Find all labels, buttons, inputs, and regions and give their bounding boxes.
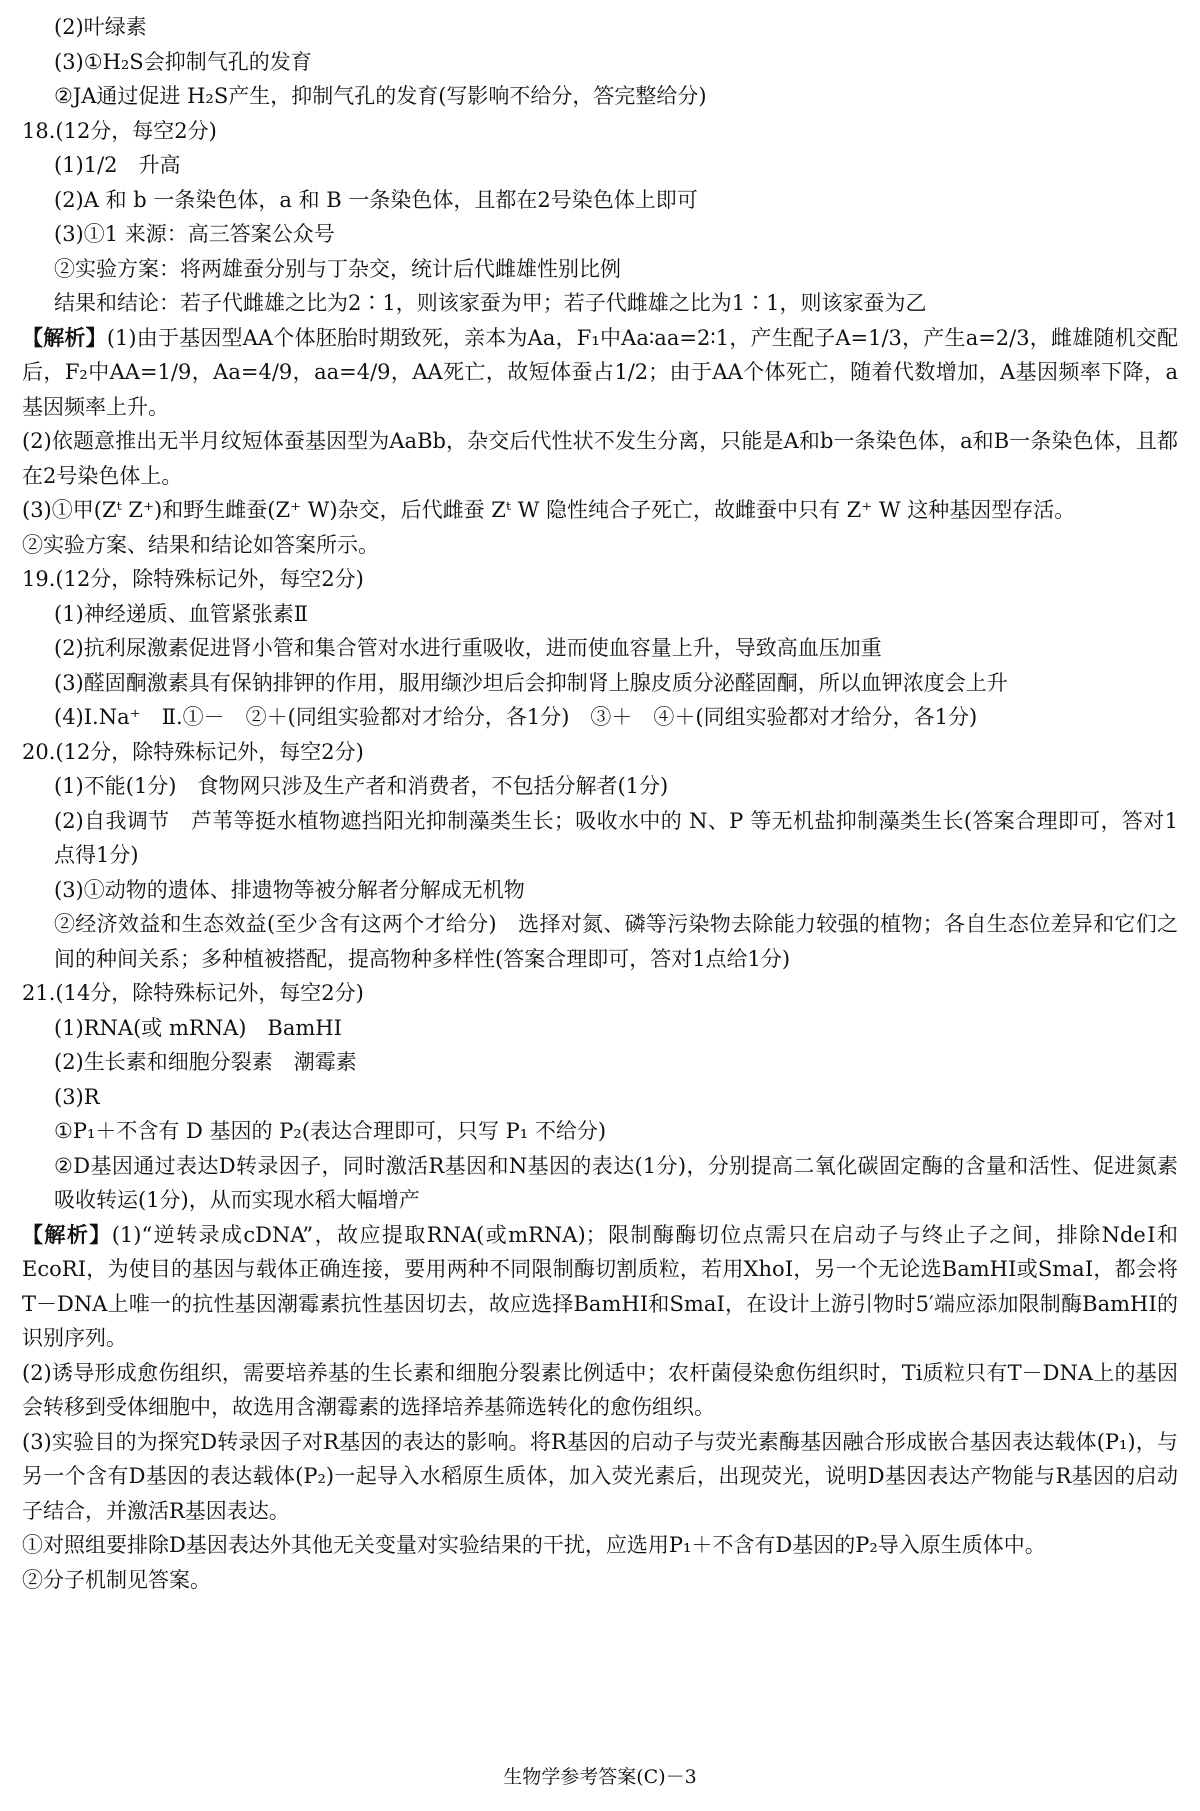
analysis-line: (3)①甲(Zᵗ Z⁺)和野生雌蚕(Z⁺ W)杂交，后代雌蚕 Zᵗ W 隐性纯合子死亡，故雌蚕中只有 Z⁺ W 这种基因型存活。	[22, 498, 1076, 522]
analysis-text: (1)由于基因型AA个体胚胎时期致死，亲本为Aa，F₁中Aa∶aa=2∶1，产生配子A=1/3，产生a=2/3，雌雄随机交配后，F₂中AA=1/9，Aa=4/9，aa=4/9，AA死亡，故短体蚕占1/2；由于AA个体死亡，随着代数增加，A基因频率下降，a基因频率上升。	[22, 325, 1179, 419]
question-header: 21.(14分，除特殊标记外，每空2分)	[22, 981, 364, 1005]
answer-line: 结果和结论：若子代雌雄之比为2∶1，则该家蚕为甲；若子代雌雄之比为1∶1，则该家蚕为乙	[54, 291, 927, 315]
analysis-label: 【解析】	[22, 324, 107, 350]
answer-line: (3)①动物的遗体、排遗物等被分解者分解成无机物	[54, 877, 525, 902]
analysis-line: ①对照组要排除D基因表达外其他无关变量对实验结果的干扰，应选用P₁＋不含有D基因的P₂导入原生质体中。	[22, 1533, 1046, 1557]
answer-line: (1)神经递质、血管紧张素Ⅱ	[54, 601, 309, 626]
analysis-paragraph: (3)实验目的为探究D转录因子对R基因的表达的影响。将R基因的启动子与荧光素酶基因融合形成嵌合基因表达载体(P₁)，与另一个含有D基因的表达载体(P₂)一起导入水稻原生质体，加入荧光素后，出现荧光，说明D基因表达产物能与R基因的启动子结合，并激活R基因表达。	[22, 1429, 1178, 1523]
answer-line: (2)生长素和细胞分裂素 潮霉素	[54, 1050, 357, 1074]
answer-line: (2)抗利尿激素促进肾小管和集合管对水进行重吸收，进而使血容量上升，导致高血压加重	[54, 636, 882, 660]
answer-line: (3)①1 来源：高三答案公众号	[54, 222, 335, 246]
question-header: 20.(12分，除特殊标记外，每空2分)	[22, 739, 364, 764]
answer-line: (4)Ⅰ.Na⁺ Ⅱ.①－ ②＋(同组实验都对才给分，各1分) ③＋ ④＋(同组实验都对才给分，各1分)	[54, 705, 978, 729]
page-footer: 生物学参考答案(C)－3	[503, 1766, 697, 1788]
answer-line: ②实验方案：将两雄蚕分别与丁杂交，统计后代雌雄性别比例	[54, 256, 621, 281]
answer-line: (2)叶绿素	[54, 15, 147, 39]
answer-paragraph: ②经济效益和生态效益(至少含有这两个才给分) 选择对氮、磷等污染物去除能力较强的植物；各自生态位差异和它们之间的种间关系；多种植被搭配，提高物种多样性(答案合理即可，答对1点给1分)	[54, 912, 1178, 971]
answer-paragraph: ②D基因通过表达D转录因子，同时激活R基因和N基因的表达(1分)，分别提高二氧化碳固定酶的含量和活性、促进氮素吸收转运(1分)，从而实现水稻大幅增产	[54, 1153, 1178, 1212]
analysis-text: (1)“逆转录成cDNA”，故应提取RNA(或mRNA)；限制酶酶切位点需只在启动子与终止子之间，排除NdeⅠ和EcoRⅠ，为使目的基因与载体正确连接，要用两种不同限制酶切割质粒，若用XhoⅠ，另一个无论选BamHⅠ或SmaⅠ，都会将T－DNA上唯一的抗性基因潮霉素抗性基因切去，故应选择BamHⅠ和SmaⅠ，在设计上游引物时5′端应添加限制酶BamHⅠ的识别序列。	[22, 1222, 1179, 1350]
answer-line: ②JA通过促进 H₂S产生，抑制气孔的发育(写影响不给分，答完整给分)	[54, 84, 707, 108]
answer-line: ①P₁＋不含有 D 基因的 P₂(表达合理即可，只写 P₁ 不给分)	[54, 1119, 607, 1143]
answer-paragraph: (2)自我调节 芦苇等挺水植物遮挡阳光抑制藻类生长；吸收水中的 N、P 等无机盐抑制藻类生长(答案合理即可，答对1点得1分)	[54, 808, 1178, 867]
answer-line: (3)①H₂S会抑制气孔的发育	[54, 49, 312, 74]
question-header: 18.(12分，每空2分)	[22, 118, 217, 143]
analysis-label: 【解析】	[22, 1221, 112, 1247]
question-header: 19.(12分，除特殊标记外，每空2分)	[22, 567, 364, 591]
analysis-paragraph	[22, 1218, 1178, 1356]
analysis-paragraph: (2)依题意推出无半月纹短体蚕基因型为AaBb，杂交后代性状不发生分离，只能是A和b一条染色体，a和B一条染色体，且都在2号染色体上。	[22, 429, 1178, 488]
answer-line: (3)R	[54, 1084, 100, 1109]
answer-line: (1)RNA(或 mRNA) BamHⅠ	[54, 1015, 342, 1040]
analysis-paragraph: (2)诱导形成愈伤组织，需要培养基的生长素和细胞分裂素比例适中；农杆菌侵染愈伤组织时，Ti质粒只有T－DNA上的基因会转移到受体细胞中，故选用含潮霉素的选择培养基筛选转化的愈伤组织。	[22, 1360, 1178, 1419]
analysis-line: ②分子机制见答案。	[22, 1567, 211, 1592]
analysis-line: ②实验方案、结果和结论如答案所示。	[22, 532, 379, 557]
answer-line: (3)醛固酮激素具有保钠排钾的作用，服用缬沙坦后会抑制肾上腺皮质分泌醛固酮，所以血钾浓度会上升	[54, 670, 1008, 695]
analysis-paragraph	[22, 321, 1178, 425]
answer-line: (1)1/2 升高	[54, 153, 181, 177]
answer-line: (2)A 和 b 一条染色体，a 和 B 一条染色体，且都在2号染色体上即可	[54, 187, 698, 212]
answer-line: (1)不能(1分) 食物网只涉及生产者和消费者，不包括分解者(1分)	[54, 774, 669, 798]
